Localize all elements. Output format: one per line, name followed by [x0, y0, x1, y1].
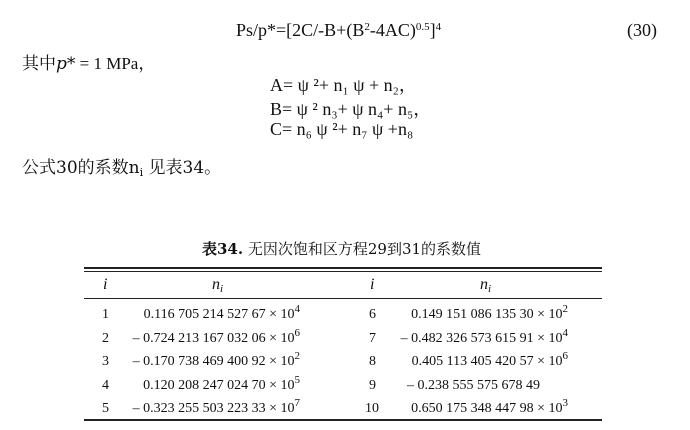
equation-main-close: ] [429, 20, 436, 40]
table-header-rule [84, 298, 602, 299]
where-star: * [66, 54, 76, 74]
header-n: n [480, 276, 488, 293]
row-index-left: 1 [102, 307, 109, 322]
table-top-rule-thin [84, 271, 602, 272]
row-value-left [132, 327, 300, 347]
table-header-i-right: i [370, 276, 375, 293]
header-n-subscript: i [488, 283, 492, 295]
row-value-right [411, 397, 568, 417]
value-mantissa: 0.120 208 247 024 70 × 10 [143, 378, 295, 393]
value-mantissa: 0.116 705 214 527 67 × 10 [143, 307, 295, 322]
equation-main-mid: -4AC) [369, 20, 416, 40]
row-value-left [143, 303, 300, 323]
row-value-right [407, 378, 540, 394]
definition-c: C= n₆ ψ ²+ n₇ ψ +n₈ [270, 119, 414, 139]
table-caption-text: 无因次饱和区方程29到31的系数值 [243, 240, 482, 258]
value-exponent: 6 [294, 327, 300, 339]
table-header-n-right [480, 276, 491, 294]
value-mantissa: 0.149 151 086 135 30 × 10 [411, 307, 563, 322]
row-value-left [132, 397, 300, 417]
note-prefix: 公式30的系数n [22, 158, 140, 178]
note-subscript: i [139, 166, 144, 179]
value-exponent: 2 [562, 303, 568, 315]
equation-main-prefix: Ps/p*=[2C/-B+(B [236, 20, 365, 40]
value-mantissa: – 0.238 555 575 678 49 [407, 378, 540, 393]
row-index-right: 10 [365, 401, 379, 416]
value-mantissa: 0.650 175 348 447 98 × 10 [411, 401, 563, 416]
header-n-subscript: i [220, 283, 224, 295]
note-suffix: 见表34。 [143, 158, 222, 178]
where-line [22, 49, 155, 74]
value-exponent: 4 [562, 327, 568, 339]
value-mantissa: 0.405 113 405 420 57 × 10 [411, 354, 563, 369]
table-header-i-left: i [103, 276, 108, 293]
value-mantissa: – 0.482 326 573 615 91 × 10 [400, 331, 563, 346]
where-prefix: 其中 [22, 54, 56, 74]
row-index-left: 5 [102, 401, 109, 416]
row-index-right: 6 [369, 307, 376, 322]
equation-exp-2: 2 [364, 21, 370, 33]
value-mantissa: – 0.323 255 503 223 33 × 10 [132, 401, 295, 416]
value-mantissa: – 0.170 738 469 400 92 × 10 [132, 354, 295, 369]
row-index-left: 2 [102, 331, 109, 346]
equation-30 [236, 20, 441, 41]
table-top-rule [84, 267, 602, 269]
definition-a: A= ψ ²+ n₁ ψ + n₂， [270, 75, 417, 95]
value-exponent: 3 [562, 397, 568, 409]
table-header-n-left [212, 276, 223, 294]
equation-number: (30) [627, 20, 657, 40]
table-caption-label: 表34. [202, 240, 244, 258]
row-value-right [400, 327, 568, 347]
row-index-right: 7 [369, 331, 376, 346]
coefficient-note [22, 153, 221, 178]
where-variable: p [56, 54, 67, 74]
row-value-left [132, 350, 300, 370]
value-exponent: 6 [562, 350, 568, 362]
row-value-left [143, 374, 300, 394]
row-index-right: 9 [369, 378, 376, 393]
row-value-right [411, 303, 568, 323]
row-value-right [411, 350, 568, 370]
where-value: = 1 MPa， [75, 54, 156, 73]
row-index-left: 3 [102, 354, 109, 369]
row-index-left: 4 [102, 378, 109, 393]
definition-b: B= ψ ² n₃+ ψ n₄+ n₅， [270, 99, 432, 119]
header-n: n [212, 276, 220, 293]
value-exponent: 5 [294, 374, 300, 386]
value-mantissa: – 0.724 213 167 032 06 × 10 [132, 331, 295, 346]
value-exponent: 4 [294, 303, 300, 315]
table-bottom-rule [84, 419, 602, 421]
table-caption [202, 238, 481, 259]
value-exponent: 7 [294, 397, 300, 409]
value-exponent: 2 [294, 350, 300, 362]
row-index-right: 8 [369, 354, 376, 369]
equation-exp-05: 0.5 [415, 21, 430, 33]
equation-exp-4: 4 [435, 21, 442, 33]
